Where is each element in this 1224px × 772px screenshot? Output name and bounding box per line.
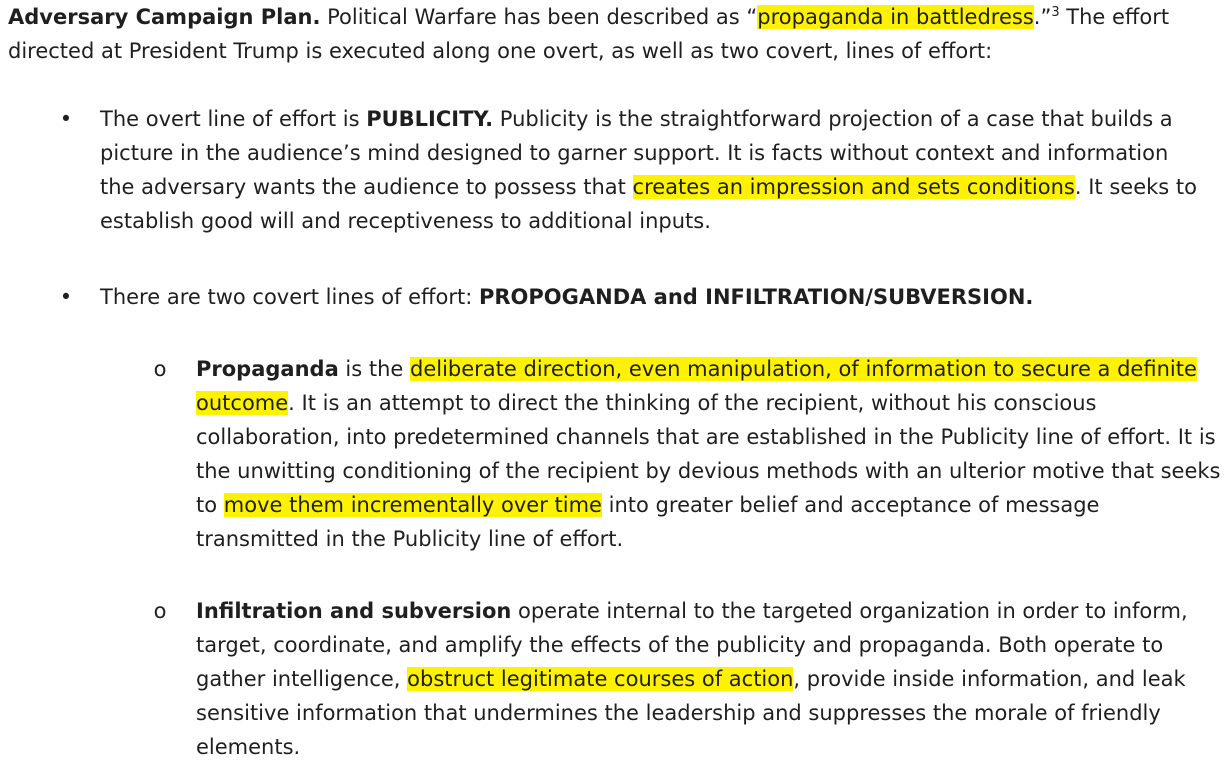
highlight-propaganda-in-battledress: propaganda in battledress [757,5,1034,29]
propaganda-bold: Propaganda [196,357,339,381]
intro-text-1: Political Warfare has been described as “ [320,5,758,29]
bullet-marker: • [59,285,73,309]
bullet-covert-bold: PROPOGANDA and INFILTRATION/SUBVERSION. [478,285,1034,309]
section-heading: Adversary Campaign Plan. [8,5,321,29]
bullet-publicity-text-2: Publicity is the straightforward projection of a case that builds a picture in the audience’s mind designed to garner support. It is facts without context and information the adversary wants the audience to possess that [100,107,1173,199]
bullet-covert-text-1: There are two covert lines of effort: [100,285,479,309]
sub-bullet-propaganda-text [196,352,1224,556]
highlight-move-incrementally: move them incrementally over time [223,493,602,517]
highlight-obstruct-legitimate: obstruct legitimate courses of action [407,667,794,691]
intro-paragraph [8,0,1213,68]
highlight-creates-impression: creates an impression and sets conditions [632,175,1075,199]
footnote-reference: 3 [1051,5,1060,20]
infiltration-bold: Infiltration and subversion [196,599,512,623]
bullet-covert-text [100,280,1200,314]
highlight-deliberate-direction: deliberate direction, even manipulation, of information to secure a definite outcome [196,357,1197,415]
sub-bullet-marker: o [153,599,167,623]
infiltration-text-2: , provide inside information, and leak sensitive information that undermines the leadership and suppresses the morale of friendly elements. [196,667,1186,759]
bullet-marker: • [59,107,73,131]
sub-bullet-infiltration-text [196,594,1224,764]
infiltration-text-1: operate internal to the targeted organization in order to inform, target, coordinate, and amplify the effects of the publicity and propaganda. Both operate to gather intelligence, [196,599,1188,691]
intro-text-2: .” [1033,5,1052,29]
intro-text-3: The effort directed at President Trump is executed along one overt, as well as two covert, lines of effort: [8,5,1170,63]
bullet-publicity-text-1: The overt line of effort is [100,107,367,131]
bullet-publicity-text-3: . It seeks to establish good will and receptiveness to additional inputs. [100,175,1197,233]
bullet-publicity-text [100,102,1200,238]
sub-bullet-marker: o [153,357,167,381]
bullet-publicity-bold: PUBLICITY. [366,107,494,131]
propaganda-text-1: is the [338,357,410,381]
propaganda-text-2: . It is an attempt to direct the thinking of the recipient, without his conscious collaboration, into predetermined channels that are established in the Publicity line of effort. It is the unwitting conditioning of the recipient by devious methods with an ulterior motive that seeks to [196,391,1221,517]
propaganda-text-3: into greater belief and acceptance of message transmitted in the Publicity line of effort. [196,493,1100,551]
